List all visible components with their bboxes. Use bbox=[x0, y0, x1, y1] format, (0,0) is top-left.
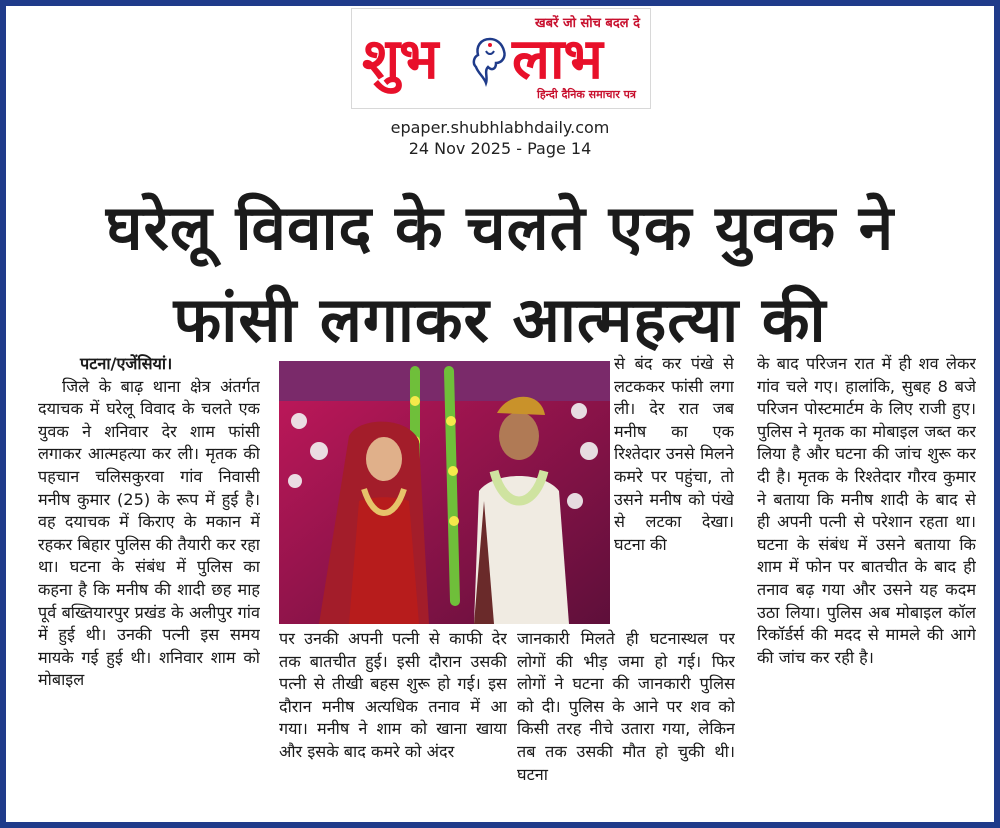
column-2-text: पर उनकी अपनी पत्नी से काफी देर तक बातचीत हुई। इसी दौरान उसकी पत्नी से तीखी बहस शुरू हो गई। इस दौरान मनीष अत्यधिक तनाव में आ गया। मनीष ने शाम को खाना खाया और इसके बाद कमरे को अंदर bbox=[279, 629, 507, 761]
article-dateline: पटना/एजेंसियां। bbox=[80, 354, 173, 373]
wedding-photo-illustration bbox=[279, 361, 610, 624]
headline-line-2: फांसी लगाकर आत्महत्या की bbox=[173, 283, 827, 356]
column-4-text: के बाद परिजन रात में ही शव लेकर गांव चले गए। हालांकि, सुबह 8 बजे परिजन पोस्टमार्टम के लिए राजी हुए। पुलिस ने मृतक का मोबाइल जब्त कर लिया है और घटना की जांच शुरू कर दी है। मृतक के रिश्तेदार गौरव कुमार ने बताया कि मनीष शादी के बाद से ही अपनी पत्नी से परेशान रहता था। घटना के संबंध में उसने बताया कि शाम में फोन पर बातचीत के बाद ही तनाव बढ़ गया और उसने यह कदम उठा लिया। पुलिस अब मोबाइल कॉल रिकॉर्डर्स की मदद से मामले की आगे की जांच कर रही है। bbox=[757, 354, 976, 667]
ganesha-icon bbox=[466, 33, 514, 89]
article-column-3-top bbox=[614, 353, 734, 623]
edition-date-page: 24 Nov 2025 - Page 14 bbox=[408, 139, 592, 158]
column-1-text: जिले के बाढ़ थाना क्षेत्र अंतर्गत दयाचक में घरेलू विवाद के चलते एक युवक ने शनिवार देर शाम फांसी लगाकर आत्महत्या कर ली। मृतक की पहचान चलिसकुरवा गांव निवासी मनीष कुमार (25) के रूप में हुई है। वह दयाचक में किराए के मकान में रहकर बिहार पुलिस की तैयारी कर रहा था। घटना के संबंध में पुलिस का कहना है कि मनीष की शादी छह माह पूर्व बख्तियारपुर प्रखंड के अलीपुर गांव में हुई थी। उनकी पत्नी इस समय मायके गई हुई थी। शनिवार शाम को मोबाइल bbox=[38, 376, 260, 690]
epaper-site: epaper.shubhlabhdaily.com bbox=[390, 118, 610, 137]
headline-line-1: घरेलू विवाद के चलते एक युवक ने bbox=[105, 191, 895, 264]
brand-name-left: शुभ bbox=[362, 26, 438, 92]
column-3-top-text: से बंद कर पंखे से लटककर फांसी लगा ली। देर रात जब मनीष का एक रिश्तेदार उनसे मिलने कमरे पर पहुंचा, तो उसने मनीष को पंखे से लटका देखा। घटना की bbox=[614, 354, 734, 554]
masthead-tagline: खबरें जो सोच बदल दे bbox=[535, 16, 640, 31]
wedding-photo bbox=[279, 361, 610, 624]
masthead-logo bbox=[351, 8, 651, 109]
article-column-1 bbox=[38, 353, 260, 818]
masthead-subtitle: हिन्दी दैनिक समाचार पत्र bbox=[536, 88, 636, 101]
article-column-2 bbox=[279, 628, 507, 820]
article-column-3-bottom bbox=[517, 628, 735, 820]
brand-name-right: लाभ bbox=[512, 26, 602, 92]
article-column-4 bbox=[757, 353, 976, 818]
column-3-bottom-text: जानकारी मिलते ही घटनास्थल पर लोगों की भीड़ जमा हो गई। फिर लोगों ने घटना की जानकारी पुलिस को दी। पुलिस के आने पर शव को किसी तरह नीचे उतारा गया, लेकिन तब तक उसकी मौत हो चुकी थी। घटना bbox=[517, 629, 735, 784]
